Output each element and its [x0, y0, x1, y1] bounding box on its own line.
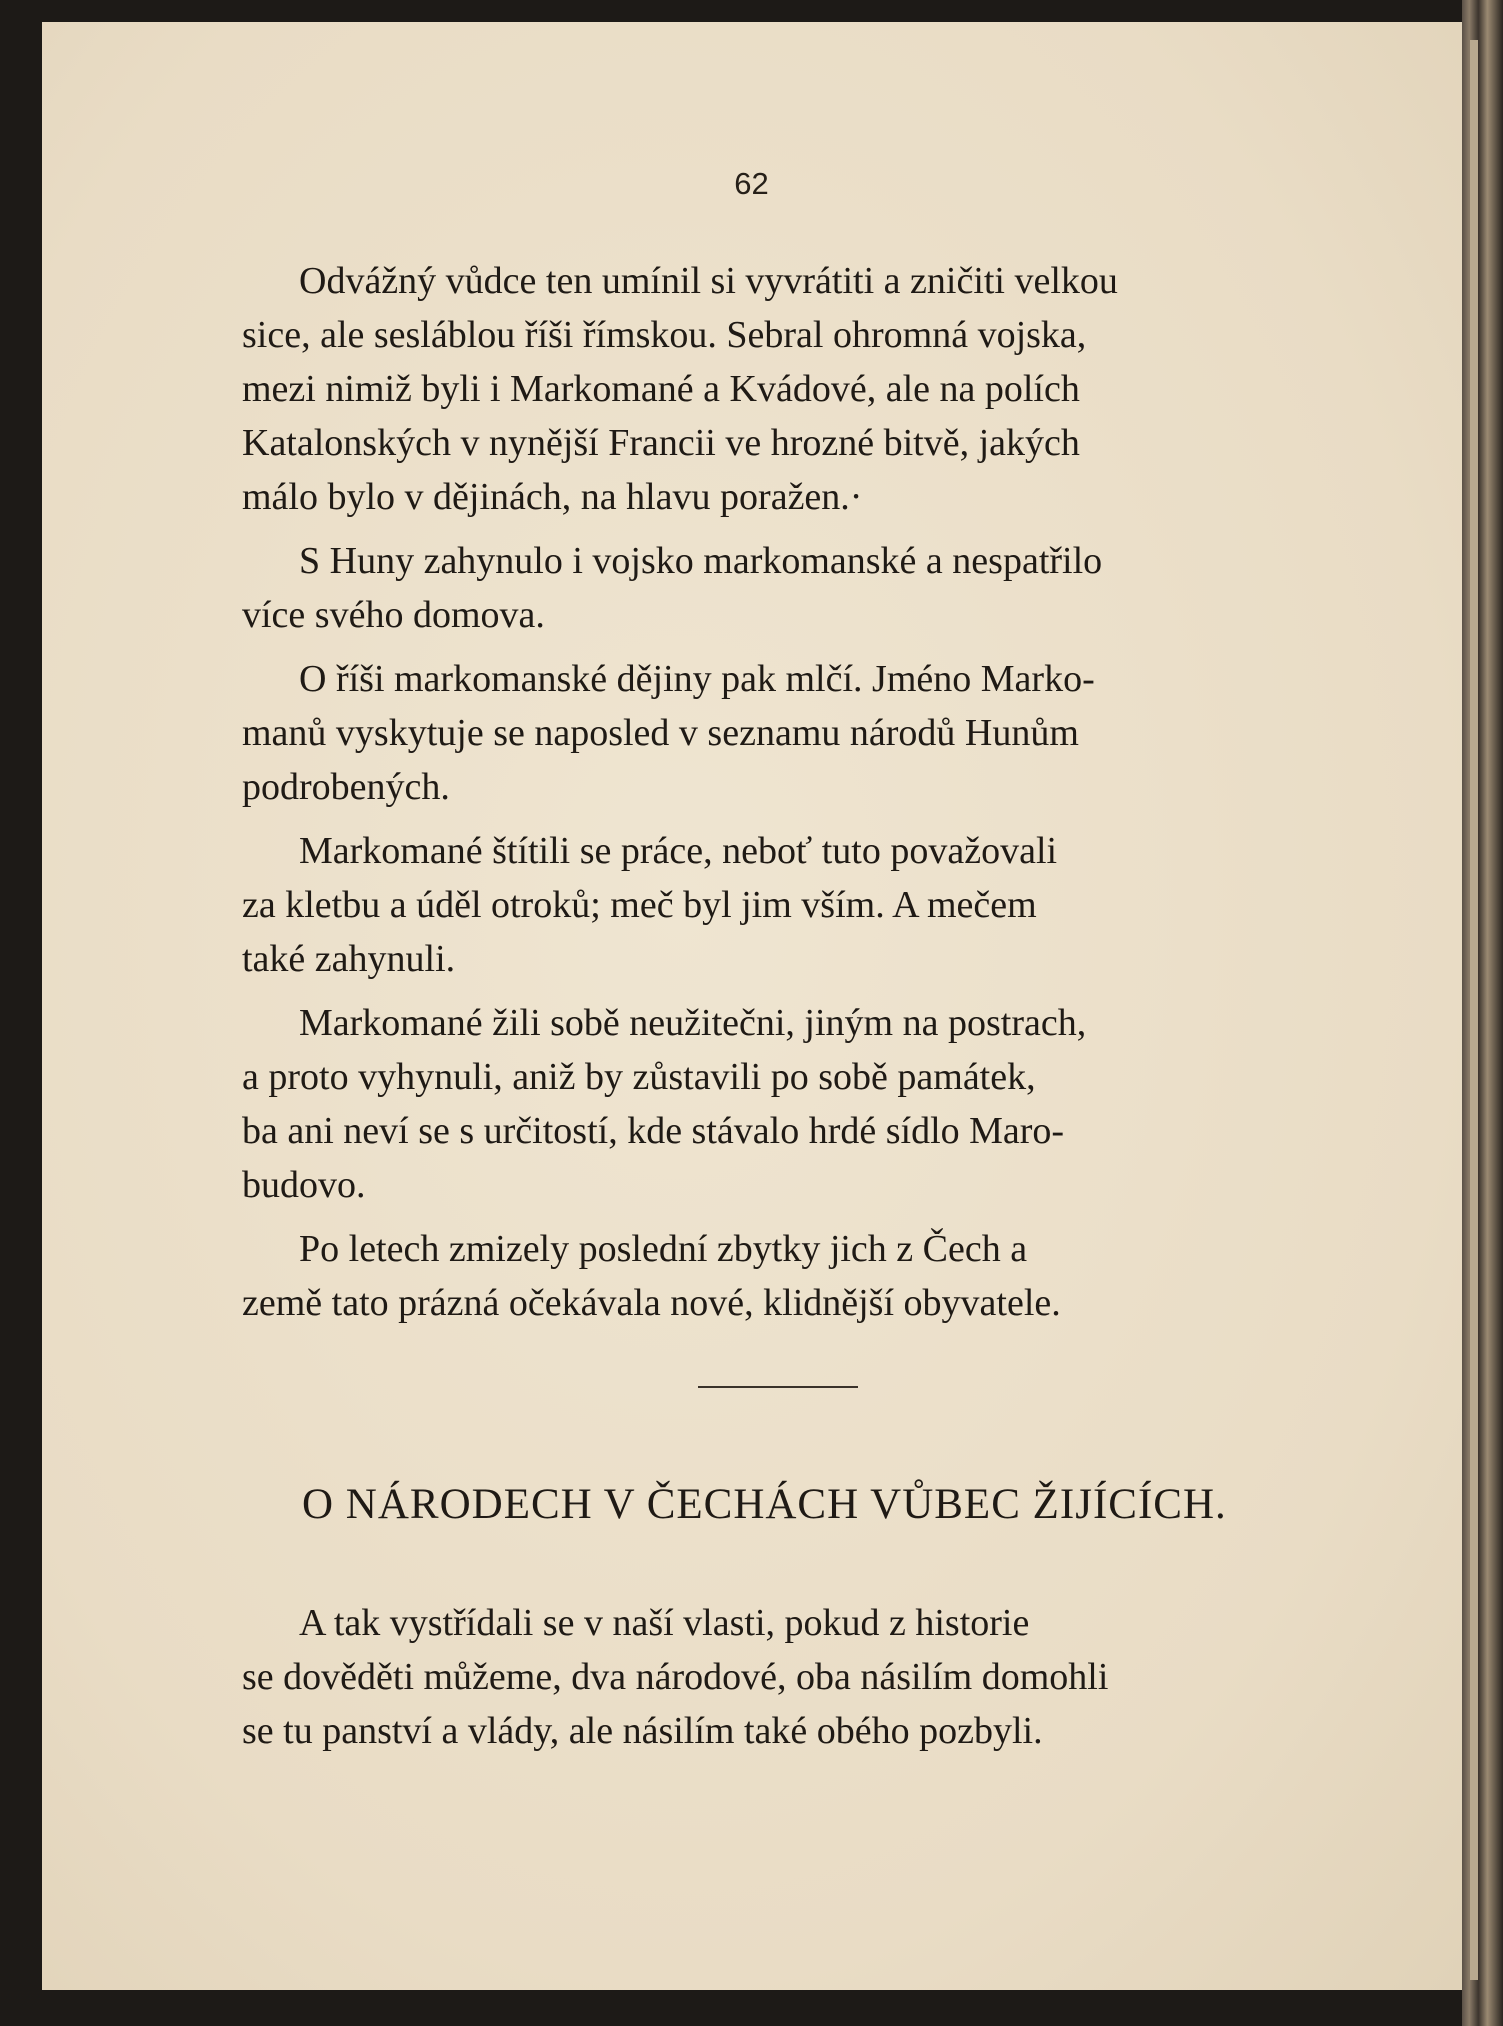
text-line: málo bylo v dějinách, na hlavu poražen.· — [242, 476, 863, 518]
page-number: 62 — [734, 166, 769, 201]
text-line: podrobených. — [242, 766, 450, 808]
text-line: země tato prázná očekávala nové, klidnější obyvatele. — [242, 1282, 1061, 1324]
body-text-bottom — [242, 1596, 1308, 1768]
text-line: Markomané žili sobě neužitečni, jiným na postrach, — [242, 1002, 1087, 1044]
text-line: O říši markomanské dějiny pak mlčí. Jméno Marko- — [242, 658, 1095, 700]
text-line: více svého domova. — [242, 594, 545, 636]
text-line: se dověděti můžeme, dva národové, oba násilím domohli — [242, 1656, 1109, 1698]
text-line: Markomané štítili se práce, neboť tuto považovali — [242, 830, 1058, 872]
paragraph — [242, 652, 1308, 814]
text-line: sice, ale sesláblou říši římskou. Sebral ohromná vojska, — [242, 314, 1087, 356]
body-text-top — [242, 254, 1308, 1340]
text-line: ba ani neví se s určitostí, kde stávalo hrdé sídlo Maro- — [242, 1110, 1065, 1152]
text-line: A tak vystřídali se v naší vlasti, pokud z historie — [242, 1602, 1030, 1644]
binding-edge — [1470, 40, 1478, 1980]
text-line: S Huny zahynulo i vojsko markomanské a nespatřilo — [242, 540, 1103, 582]
paragraph — [242, 534, 1308, 642]
text-line: a proto vyhynuli, aniž by zůstavili po sobě památek, — [242, 1056, 1036, 1098]
section-divider-rule — [698, 1386, 858, 1388]
paragraph — [242, 1222, 1308, 1330]
text-line: Po letech zmizely poslední zbytky jich z Čech a — [242, 1228, 1028, 1270]
text-line: Katalonských v nynější Francii ve hrozné bitvě, jakých — [242, 422, 1080, 464]
text-line: Odvážný vůdce ten umínil si vyvrátiti a zničiti velkou — [242, 260, 1118, 302]
paragraph — [242, 254, 1308, 524]
paragraph — [242, 1596, 1308, 1758]
text-line: mezi nimiž byli i Markomané a Kvádové, ale na polích — [242, 368, 1080, 410]
text-line: budovo. — [242, 1164, 366, 1206]
text-line: manů vyskytuje se naposled v seznamu národů Hunům — [242, 712, 1079, 754]
paragraph — [242, 996, 1308, 1212]
text-line: také zahynuli. — [242, 938, 456, 980]
section-heading: O NÁRODECH V ČECHÁCH VŮBEC ŽIJÍCÍCH. — [302, 1481, 1227, 1528]
book-gutter — [1462, 0, 1503, 2026]
text-line: se tu panství a vlády, ale násilím také obého pozbyli. — [242, 1710, 1043, 1752]
text-line: za kletbu a úděl otroků; meč byl jim vším. A mečem — [242, 884, 1037, 926]
paragraph — [242, 824, 1308, 986]
